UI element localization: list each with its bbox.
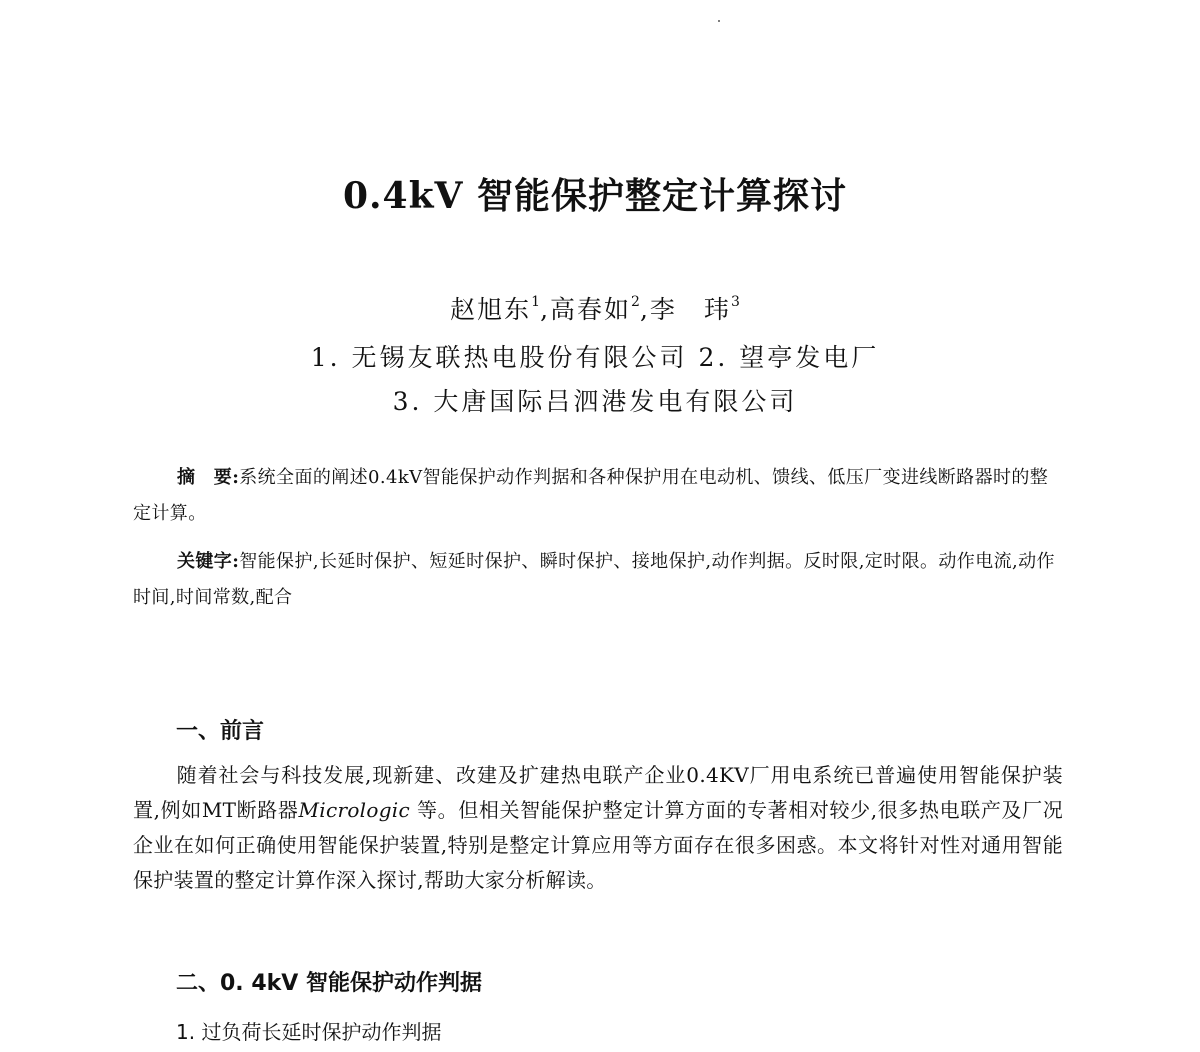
affiliation-line-2: 3. 大唐国际吕泗港发电有限公司 <box>392 387 798 416</box>
author-line <box>0 290 1190 326</box>
abstract <box>133 460 1063 532</box>
author-separator: , <box>639 295 650 324</box>
author-affil-mark: 1 <box>531 294 541 310</box>
section-heading-criteria: 二、0. 4kV 智能保护动作判据 <box>176 971 482 996</box>
intro-paragraph <box>133 758 1063 898</box>
keywords-label: 关键字: <box>177 551 240 572</box>
author-affil-mark: 3 <box>730 294 740 310</box>
affiliation-line-1: 1. 无锡友联热电股份有限公司 2. 望亭发电厂 <box>310 343 880 372</box>
author-affil-mark: 2 <box>631 294 640 310</box>
paper-title: 0.4kV 智能保护整定计算探讨 <box>342 175 848 217</box>
keywords <box>133 544 1063 616</box>
intro-text-part1: 随着社会与科技发展,现新建、改建及扩建热电联产企业0.4KV厂用电系统已普遍使用智能保护装置,例如MT断路器 <box>133 763 1063 822</box>
section-heading-intro: 一、前言 <box>176 719 265 744</box>
author-separator: , <box>540 295 551 324</box>
intro-text-part2: 等。但相关智能保护整定计算方面的专著相对较少,很多热电联产及厂况企业在如何正确使用智能保护装置,特别是整定计算应用等方面存在很多困惑。本文将针对性对通用智能保护装置的整定计算作深入探讨,帮助大家分析解读。 <box>133 798 1063 892</box>
scan-speck <box>718 20 720 22</box>
subsection-heading-overload: 1. 过负荷长延时保护动作判据 <box>176 1020 442 1044</box>
abstract-text: 系统全面的阐述0.4kV智能保护动作判据和各种保护用在电动机、馈线、低压厂变进线断路器时的整定计算。 <box>133 467 1049 524</box>
author-name: 赵旭东 <box>450 295 532 324</box>
keywords-text: 智能保护,长延时保护、短延时保护、瞬时保护、接地保护,动作判据。反时限,定时限。动作电流,动作时间,时间常数,配合 <box>133 551 1055 608</box>
intro-italic-term: Micrologic <box>298 798 410 822</box>
author-name: 李 玮 <box>649 295 731 324</box>
abstract-label: 摘 要: <box>177 467 240 488</box>
author-name: 高春如 <box>550 295 632 324</box>
